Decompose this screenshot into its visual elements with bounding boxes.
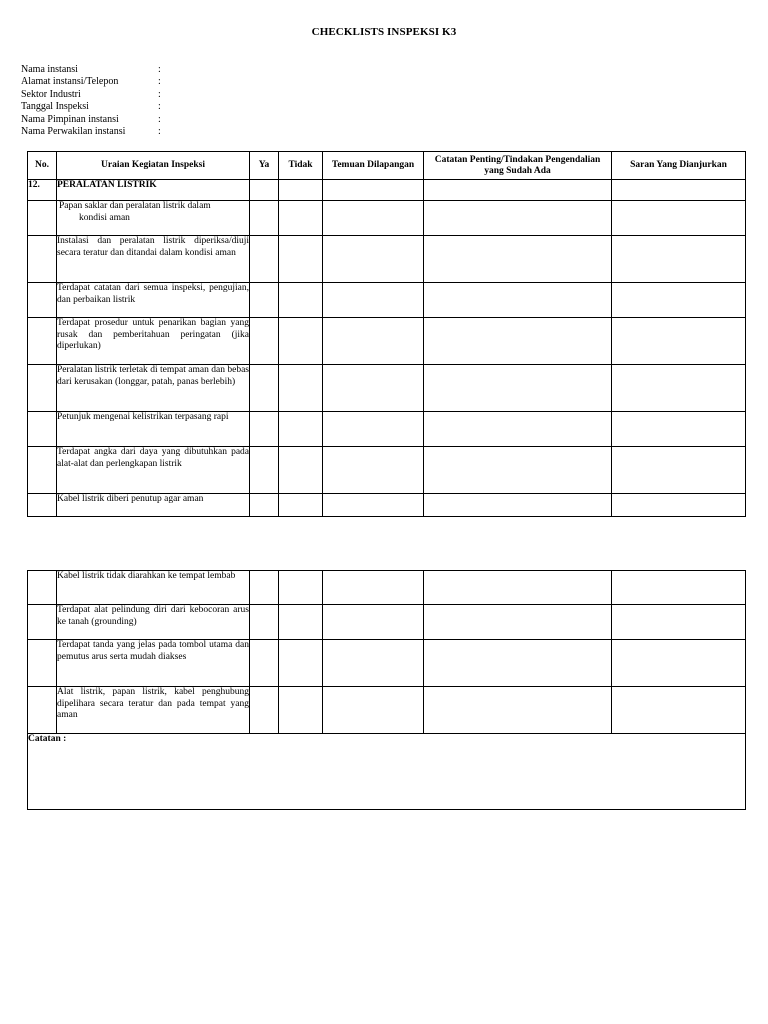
header-tidak: Tidak	[279, 152, 323, 180]
catatan-cell[interactable]	[424, 605, 612, 640]
info-colon: :	[158, 101, 161, 113]
table-row	[28, 283, 746, 318]
info-colon: :	[158, 64, 161, 75]
section-title: PERALATAN LISTRIK	[57, 180, 250, 201]
item-description: Kabel listrik diberi penutup agar aman	[57, 494, 250, 517]
info-row-instansi	[21, 64, 168, 76]
info-colon: :	[158, 126, 161, 138]
header-ya: Ya	[250, 152, 279, 180]
saran-cell[interactable]	[612, 494, 746, 517]
info-label: Tanggal Inspeksi	[21, 101, 89, 113]
catatan-cell[interactable]	[424, 640, 612, 687]
notes-label: Catatan :	[28, 734, 67, 744]
temuan-cell[interactable]	[323, 447, 424, 494]
saran-cell[interactable]	[612, 283, 746, 318]
temuan-cell[interactable]	[323, 283, 424, 318]
info-label: Nama Perwakilan instansi	[21, 126, 126, 138]
saran-cell[interactable]	[612, 687, 746, 734]
item-description: Kabel listrik tidak diarahkan ke tempat lembab	[57, 571, 250, 605]
no-cell	[28, 640, 57, 687]
saran-cell[interactable]	[612, 318, 746, 365]
item-description: Instalasi dan peralatan listrik diperiksa/diuji secara teratur dan ditandai dalam kondisi aman	[57, 236, 250, 283]
table-row	[28, 318, 746, 365]
tidak-cell[interactable]	[279, 318, 323, 365]
no-cell	[28, 605, 57, 640]
tidak-cell[interactable]	[279, 201, 323, 236]
item-description: Terdapat prosedur untuk penarikan bagian yang rusak dan pemberitahuan peringatan (jika diperlukan)	[57, 318, 250, 365]
ya-cell[interactable]	[250, 365, 279, 412]
checklist-table-continued	[27, 570, 746, 810]
page-title: CHECKLISTS INSPEKSI K3	[311, 26, 457, 38]
no-cell	[28, 236, 57, 283]
table-row	[28, 571, 746, 605]
temuan-cell[interactable]	[323, 180, 424, 201]
info-colon: :	[158, 76, 161, 88]
tidak-cell[interactable]	[279, 687, 323, 734]
ya-cell[interactable]	[250, 447, 279, 494]
catatan-cell[interactable]	[424, 571, 612, 605]
ya-cell[interactable]	[250, 412, 279, 447]
info-row-perwakilan	[21, 126, 168, 138]
catatan-cell[interactable]	[424, 283, 612, 318]
temuan-cell[interactable]	[323, 494, 424, 517]
no-cell	[28, 318, 57, 365]
tidak-cell[interactable]	[279, 283, 323, 318]
table-row	[28, 640, 746, 687]
checklist-table	[27, 151, 746, 517]
tidak-cell[interactable]	[279, 571, 323, 605]
no-cell	[28, 365, 57, 412]
temuan-cell[interactable]	[323, 640, 424, 687]
table-header-row	[28, 152, 746, 180]
info-row-tanggal	[21, 101, 168, 113]
info-row-pimpinan	[21, 114, 168, 126]
header-catatan: Catatan Penting/Tindakan Pengendalian yang Sudah Ada	[424, 152, 612, 180]
saran-cell[interactable]	[612, 201, 746, 236]
item-description: Terdapat catatan dari semua inspeksi, pengujian, dan perbaikan listrik	[57, 283, 250, 318]
ya-cell[interactable]	[250, 318, 279, 365]
table-row	[28, 236, 746, 283]
notes-row	[28, 734, 746, 810]
item-description: Alat listrik, papan listrik, kabel penghubung dipelihara secara teratur dan pada tempat yang aman	[57, 687, 250, 734]
no-cell	[28, 412, 57, 447]
saran-cell[interactable]	[612, 605, 746, 640]
header-uraian: Uraian Kegiatan Inspeksi	[57, 152, 250, 180]
catatan-cell[interactable]	[424, 687, 612, 734]
item-description: Petunjuk mengenai kelistrikan terpasang rapi	[57, 412, 250, 447]
info-label: Nama Pimpinan instansi	[21, 113, 119, 125]
table-row	[28, 447, 746, 494]
table-row	[28, 412, 746, 447]
header-saran: Saran Yang Dianjurkan	[612, 152, 746, 180]
table-row	[28, 687, 746, 734]
section-number: 12.	[28, 180, 57, 201]
info-block	[21, 64, 168, 138]
section-row	[28, 180, 746, 201]
info-row-alamat	[21, 76, 168, 88]
temuan-cell[interactable]	[323, 236, 424, 283]
info-colon: :	[158, 88, 161, 100]
tidak-cell[interactable]	[279, 180, 323, 201]
item-line: kondisi aman	[79, 212, 130, 223]
item-description	[57, 201, 250, 236]
tidak-cell[interactable]	[279, 640, 323, 687]
saran-cell[interactable]	[612, 571, 746, 605]
catatan-cell[interactable]	[424, 180, 612, 201]
tidak-cell[interactable]	[279, 605, 323, 640]
catatan-cell[interactable]	[424, 494, 612, 517]
header-no: No.	[28, 152, 57, 180]
item-description: Terdapat tanda yang jelas pada tombol utama dan pemutus arus serta mudah diakses	[57, 640, 250, 687]
table-row	[28, 605, 746, 640]
ya-cell[interactable]	[250, 201, 279, 236]
temuan-cell[interactable]	[323, 412, 424, 447]
item-description: Terdapat angka dari daya yang dibutuhkan pada alat-alat dan perlengkapan listrik	[57, 447, 250, 494]
tidak-cell[interactable]	[279, 447, 323, 494]
table-row	[28, 201, 746, 236]
ya-cell[interactable]	[250, 494, 279, 517]
no-cell	[28, 687, 57, 734]
no-cell	[28, 494, 57, 517]
ya-cell[interactable]	[250, 687, 279, 734]
ya-cell[interactable]	[250, 640, 279, 687]
no-cell	[28, 201, 57, 236]
info-label: Alamat instansi/Telepon	[21, 76, 119, 88]
temuan-cell[interactable]	[323, 687, 424, 734]
temuan-cell[interactable]	[323, 318, 424, 365]
catatan-cell[interactable]	[424, 318, 612, 365]
tidak-cell[interactable]	[279, 365, 323, 412]
ya-cell[interactable]	[250, 605, 279, 640]
saran-cell[interactable]	[612, 640, 746, 687]
ya-cell[interactable]	[250, 180, 279, 201]
no-cell	[28, 283, 57, 318]
no-cell	[28, 571, 57, 605]
saran-cell[interactable]	[612, 412, 746, 447]
item-description: Peralatan listrik terletak di tempat aman dan bebas dari kerusakan (longgar, patah, panas berlebih)	[57, 365, 250, 412]
notes-area[interactable]	[28, 734, 746, 810]
info-label: Nama instansi	[21, 64, 78, 75]
item-line: Papan saklar dan peralatan listrik dalam	[59, 201, 211, 211]
saran-cell[interactable]	[612, 365, 746, 412]
temuan-cell[interactable]	[323, 605, 424, 640]
info-row-sektor	[21, 89, 168, 101]
catatan-cell[interactable]	[424, 201, 612, 236]
temuan-cell[interactable]	[323, 571, 424, 605]
table-row	[28, 365, 746, 412]
catatan-cell[interactable]	[424, 365, 612, 412]
table-row	[28, 494, 746, 517]
tidak-cell[interactable]	[279, 412, 323, 447]
temuan-cell[interactable]	[323, 201, 424, 236]
saran-cell[interactable]	[612, 236, 746, 283]
saran-cell[interactable]	[612, 447, 746, 494]
item-description: Terdapat alat pelindung diri dari kebocoran arus ke tanah (grounding)	[57, 605, 250, 640]
catatan-cell[interactable]	[424, 412, 612, 447]
temuan-cell[interactable]	[323, 365, 424, 412]
ya-cell[interactable]	[250, 236, 279, 283]
catatan-cell[interactable]	[424, 236, 612, 283]
saran-cell[interactable]	[612, 180, 746, 201]
header-temuan: Temuan Dilapangan	[323, 152, 424, 180]
ya-cell[interactable]	[250, 283, 279, 318]
no-cell	[28, 447, 57, 494]
catatan-cell[interactable]	[424, 447, 612, 494]
tidak-cell[interactable]	[279, 236, 323, 283]
info-label: Sektor Industri	[21, 88, 81, 100]
info-colon: :	[158, 113, 161, 125]
tidak-cell[interactable]	[279, 494, 323, 517]
ya-cell[interactable]	[250, 571, 279, 605]
